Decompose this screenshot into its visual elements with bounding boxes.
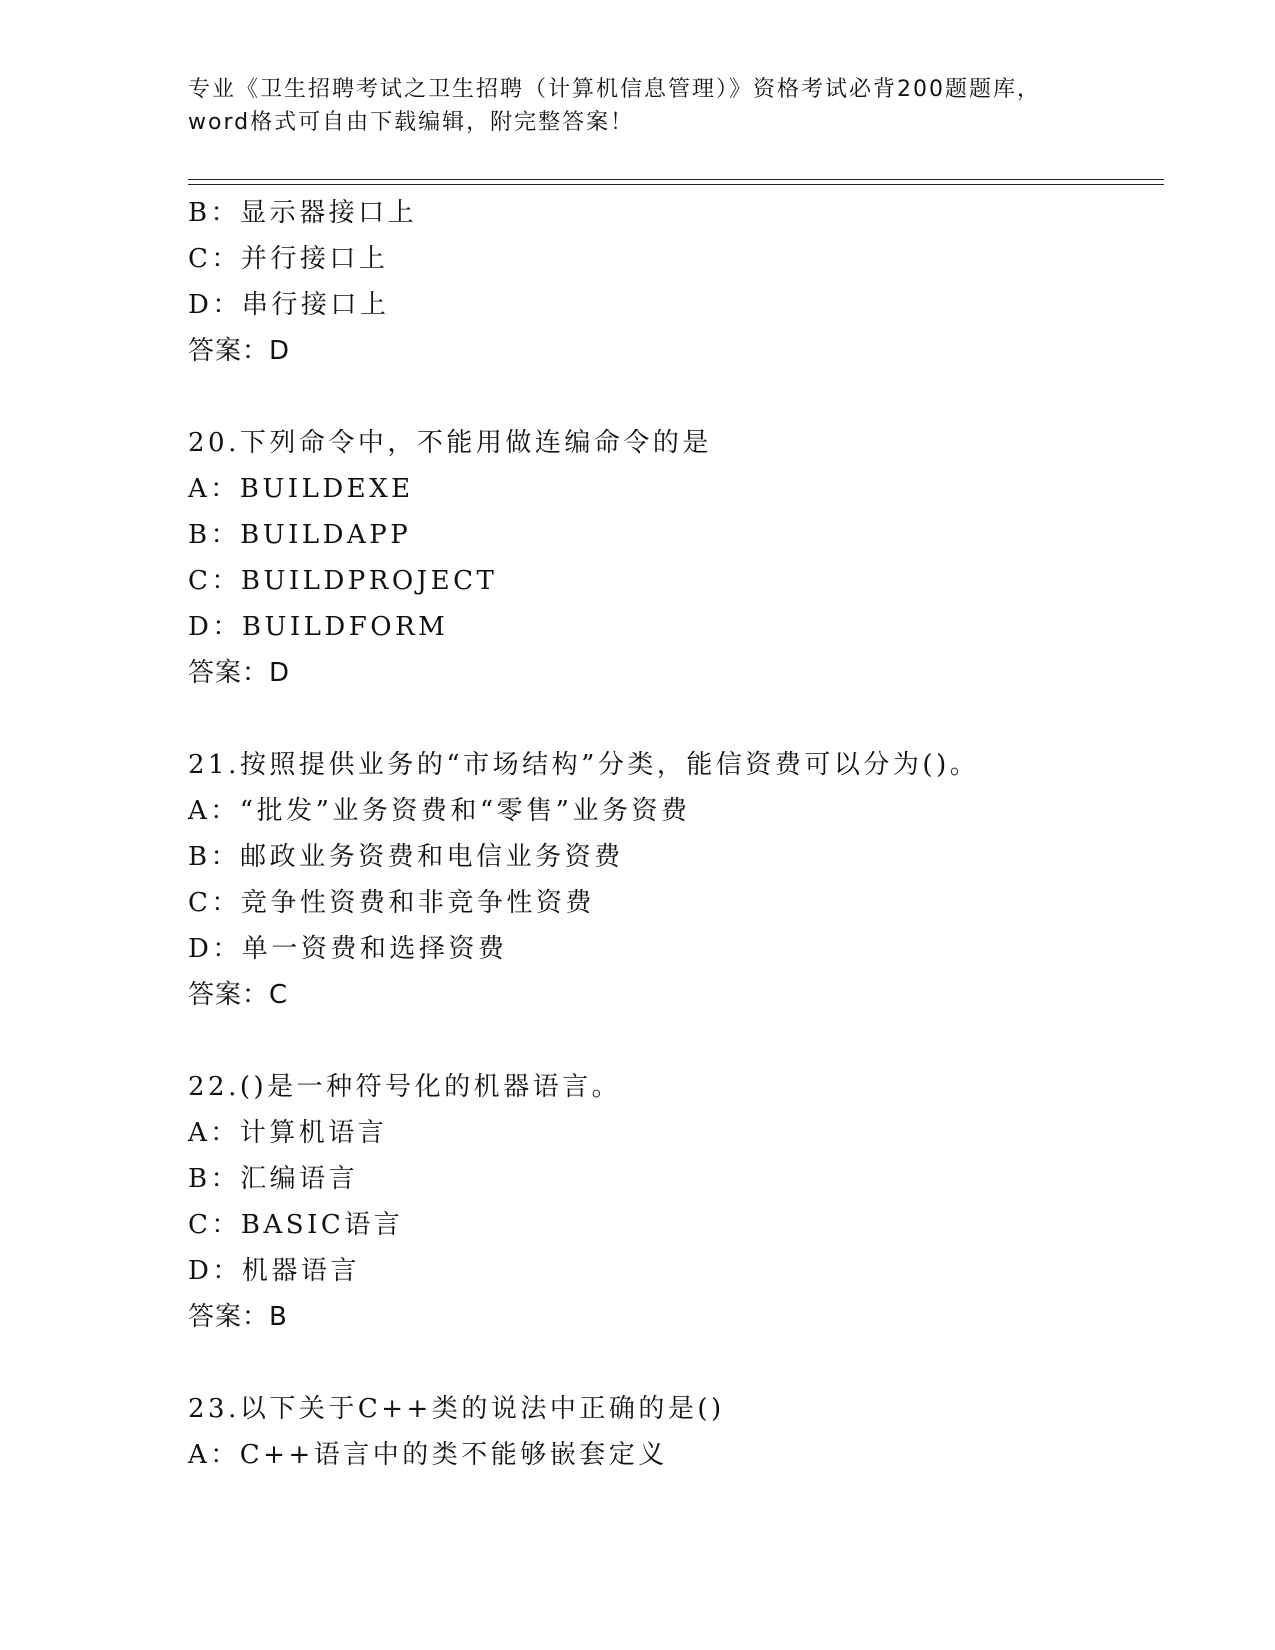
option-b: B：显示器接口上 xyxy=(188,198,418,228)
spacer xyxy=(188,696,1188,742)
question-list xyxy=(188,190,1188,1478)
option-d: D：机器语言 xyxy=(188,1256,360,1286)
question-stem: 23.以下关于C++类的说法中正确的是() xyxy=(188,1394,725,1424)
spacer xyxy=(188,374,1188,420)
answer-line: 答案：B xyxy=(188,1302,288,1332)
answer-line: 答案：C xyxy=(188,980,289,1010)
option-a: A：BUILDEXE xyxy=(188,474,414,504)
option-a: A：C++语言中的类不能够嵌套定义 xyxy=(188,1440,668,1470)
option-d: D：单一资费和选择资费 xyxy=(188,934,508,964)
header-divider-bottom xyxy=(188,184,1164,185)
question-stem: 20.下列命令中，不能用做连编命令的是 xyxy=(188,428,712,458)
header-subtitle-line: word格式可自由下载编辑，附完整答案！ xyxy=(188,110,635,135)
document-header xyxy=(188,73,1088,139)
option-a: A：“批发”业务资费和“零售”业务资费 xyxy=(188,796,691,826)
spacer xyxy=(188,1018,1188,1064)
option-c: C：BUILDPROJECT xyxy=(188,566,498,596)
header-title-line: 专业《卫生招聘考试之卫生招聘（计算机信息管理）》资格考试必背200题题库， xyxy=(188,77,1041,102)
option-c: C：BASIC语言 xyxy=(188,1210,404,1240)
header-divider-top xyxy=(188,179,1164,180)
option-b: B：汇编语言 xyxy=(188,1164,359,1194)
spacer xyxy=(188,1340,1188,1386)
option-a: A：计算机语言 xyxy=(188,1118,388,1148)
answer-line: 答案：D xyxy=(188,336,291,366)
option-b: B：BUILDAPP xyxy=(188,520,412,550)
question-stem: 21.按照提供业务的“市场结构”分类，能信资费可以分为()。 xyxy=(188,750,980,780)
option-d: D：BUILDFORM xyxy=(188,612,449,642)
option-d: D：串行接口上 xyxy=(188,290,390,320)
answer-line: 答案：D xyxy=(188,658,291,688)
option-b: B：邮政业务资费和电信业务资费 xyxy=(188,842,624,872)
option-c: C：竞争性资费和非竞争性资费 xyxy=(188,888,595,918)
question-stem: 22.()是一种符号化的机器语言。 xyxy=(188,1072,622,1102)
option-c: C：并行接口上 xyxy=(188,244,389,274)
